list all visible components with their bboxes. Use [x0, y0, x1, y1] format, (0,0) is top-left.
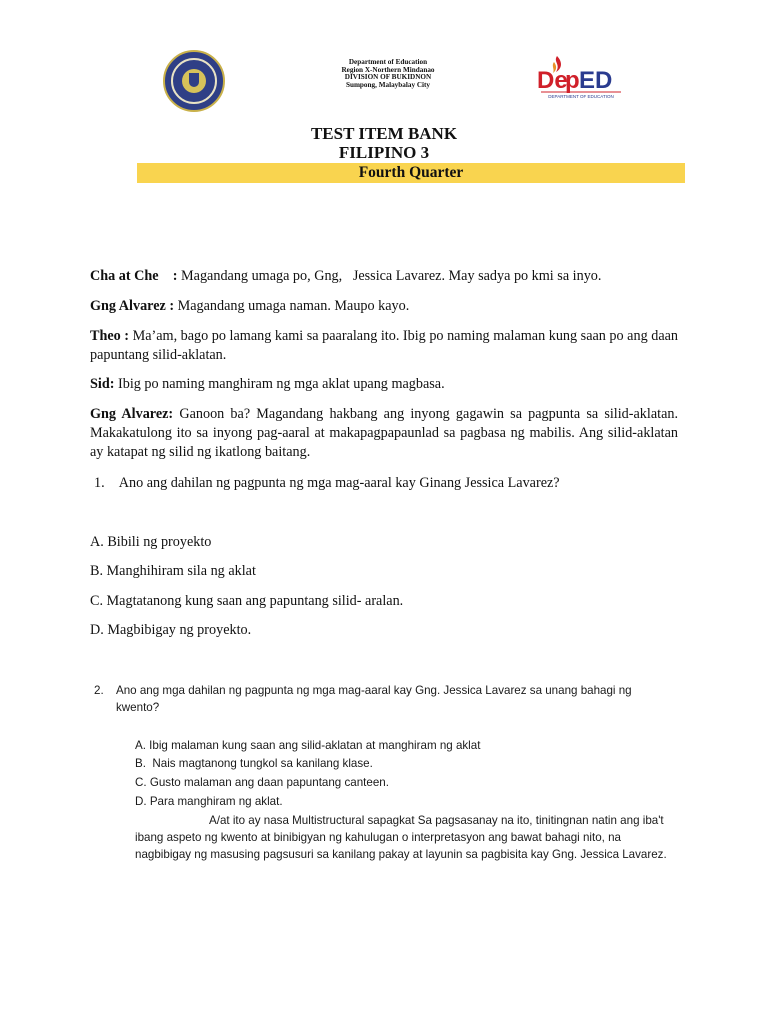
- title-line-2: FILIPINO 3: [338, 143, 430, 162]
- document-title: [0, 124, 768, 162]
- choice-d: D. Magbibigay ng proyekto.: [90, 622, 252, 638]
- office-line: Region X-Northern Mindanao: [341, 65, 435, 74]
- office-line: DIVISION OF BUKIDNON: [344, 73, 432, 82]
- dialogue-line: [90, 267, 678, 286]
- choice-b: B. Nais magtanong tungkol sa kanilang klase.: [135, 757, 373, 770]
- dialogue-line: [90, 297, 678, 316]
- speaker-label: Gng Alvarez:: [90, 406, 174, 422]
- title-line-1: TEST ITEM BANK: [310, 124, 458, 143]
- choice-c: C. Magtatanong kung saan ang papuntang silid- aralan.: [90, 593, 404, 609]
- choice-c: C. Gusto malaman ang daan papuntang canteen.: [135, 776, 389, 789]
- choice-b: B. Manghihiram sila ng aklat: [90, 563, 256, 579]
- question-text: Ano ang mga dahilan ng pagpunta ng mga mag-aaral kay Gng. Jessica Lavarez sa unang bahagi ng kwento?: [116, 684, 632, 714]
- question-number: 1.: [94, 475, 105, 491]
- speaker-label: Theo :: [90, 328, 130, 344]
- dialogue-text: Ganoon ba? Magandang hakbang ang inyong gagawin sa pagpunta sa silid-aklatan. Makakatulong ito sa inyong pag-aaral at makapagpapaunlad sa pagbasa ng mabilis. Ang silid-aklatan ay katapat ng silid ng ikatlong baitang.: [90, 406, 679, 460]
- dialogue-line: [90, 375, 678, 394]
- answer-explanation: A/at ito ay nasa Multistructural sapagkat Sa pagsasanay na ito, tinitingnan natin ang iba't ibang aspeto ng kwento at binibigyan ng kahulugan o interpretasyon ang bawat bahagi nito, na nagbibigay ng masusing pagsusuri sa kanilang pakay at layunin sa pagbisita kay Gng. Jessica Lavarez.: [135, 814, 667, 861]
- svg-text:DEPARTMENT OF EDUCATION: DEPARTMENT OF EDUCATION: [548, 94, 614, 99]
- speaker-label: Gng Alvarez :: [90, 298, 175, 314]
- speaker-label: Cha at Che :: [90, 268, 178, 284]
- speaker-label: Sid:: [90, 376, 115, 392]
- svg-text:ED: ED: [579, 67, 613, 94]
- dialogue-text: Ibig po naming manghiram ng mga aklat upang magbasa.: [118, 376, 445, 392]
- question-number: 2.: [94, 684, 104, 697]
- office-line: Sumpong, Malaybalay City: [345, 80, 431, 89]
- dialogue-text: Ma’am, bago po lamang kami sa paaralang ito. Ibig po naming malaman kung saan po ang daan papuntang silid-aklatan.: [90, 328, 679, 363]
- question-1: [94, 474, 694, 493]
- dialogue-line: [90, 327, 678, 365]
- choice-a: A. Ibig malaman kung saan ang silid-aklatan at manghiram ng aklat: [135, 739, 481, 752]
- svg-text:De: De: [537, 67, 568, 94]
- question-text: Ano ang dahilan ng pagpunta ng mga mag-aaral kay Ginang Jessica Lavarez?: [118, 475, 560, 491]
- dialogue-line: [90, 405, 678, 462]
- dialogue-text: Magandang umaga naman. Maupo kayo.: [177, 298, 410, 314]
- choice-d: D. Para manghiram ng aklat.: [135, 795, 283, 808]
- office-address: [318, 59, 458, 89]
- choice-a: A. Bibili ng proyekto: [90, 534, 212, 550]
- svg-text:p: p: [565, 67, 580, 94]
- deped-brand-logo: [535, 52, 631, 100]
- quarter-banner: Fourth Quarter: [137, 163, 685, 183]
- office-line: Department of Education: [348, 58, 428, 66]
- dialogue-text: Magandang umaga po, Gng, Jessica Lavarez. May sadya po kmi sa inyo.: [181, 268, 602, 284]
- deped-seal-logo: [163, 50, 225, 112]
